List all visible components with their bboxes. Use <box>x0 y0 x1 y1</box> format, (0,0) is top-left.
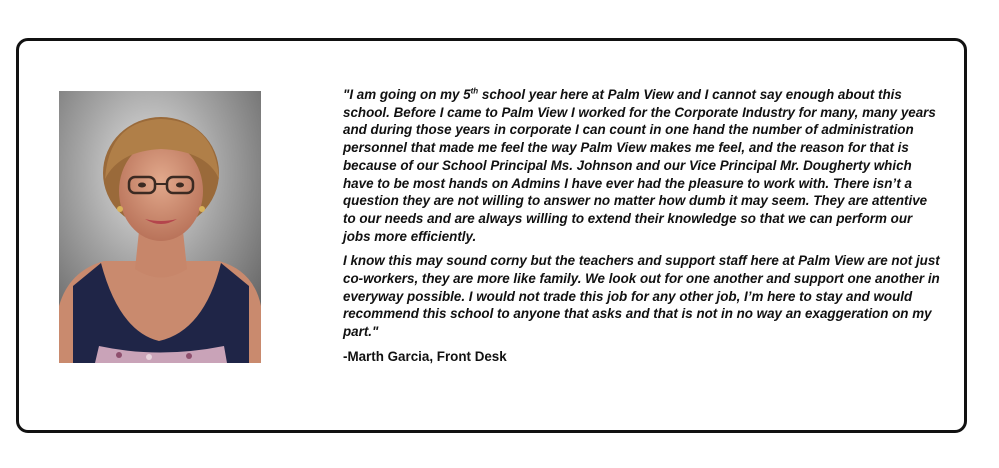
testimonial-signature: -Marth Garcia, Front Desk <box>343 348 507 364</box>
quote-paragraph-1-start: "I am going on my 5 <box>343 87 471 102</box>
ordinal-superscript: th <box>470 86 479 96</box>
quote-paragraph-1 <box>343 86 943 245</box>
staff-portrait-photo <box>59 91 261 363</box>
testimonial-quote <box>343 86 943 366</box>
quote-paragraph-2: I know this may sound corny but the teachers and support staff here at Palm View are not just co-workers, they are more like family. We look out for one another and support one another in everyway possible. I would not trade this job for any other job, I’m here to stay and would recommend this school to anyone that asks and that is not in no way an exaggeration on my part." <box>343 253 940 340</box>
testimonial-card <box>16 38 967 433</box>
quote-paragraph-1-rest: school year here at Palm View and I cannot say enough about this school. Before I came to Palm View I worked for the Corporate Industry for many, many years and during those years in corporate I can count in one hand the number of administration personnel that made me feel the way Palm View makes me feel, and the reason for that is because of our School Principal Ms. Johnson and our Vice Principal Mr. Dougherty which have to be most hands on Admins I have ever had the pleasure to work with. There isn’t a question they are not willing to answer no matter how dumb it may seem. They are attentive to our needs and are always willing to extend their knowledge so that we can perform our jobs more efficiently. <box>343 87 936 244</box>
